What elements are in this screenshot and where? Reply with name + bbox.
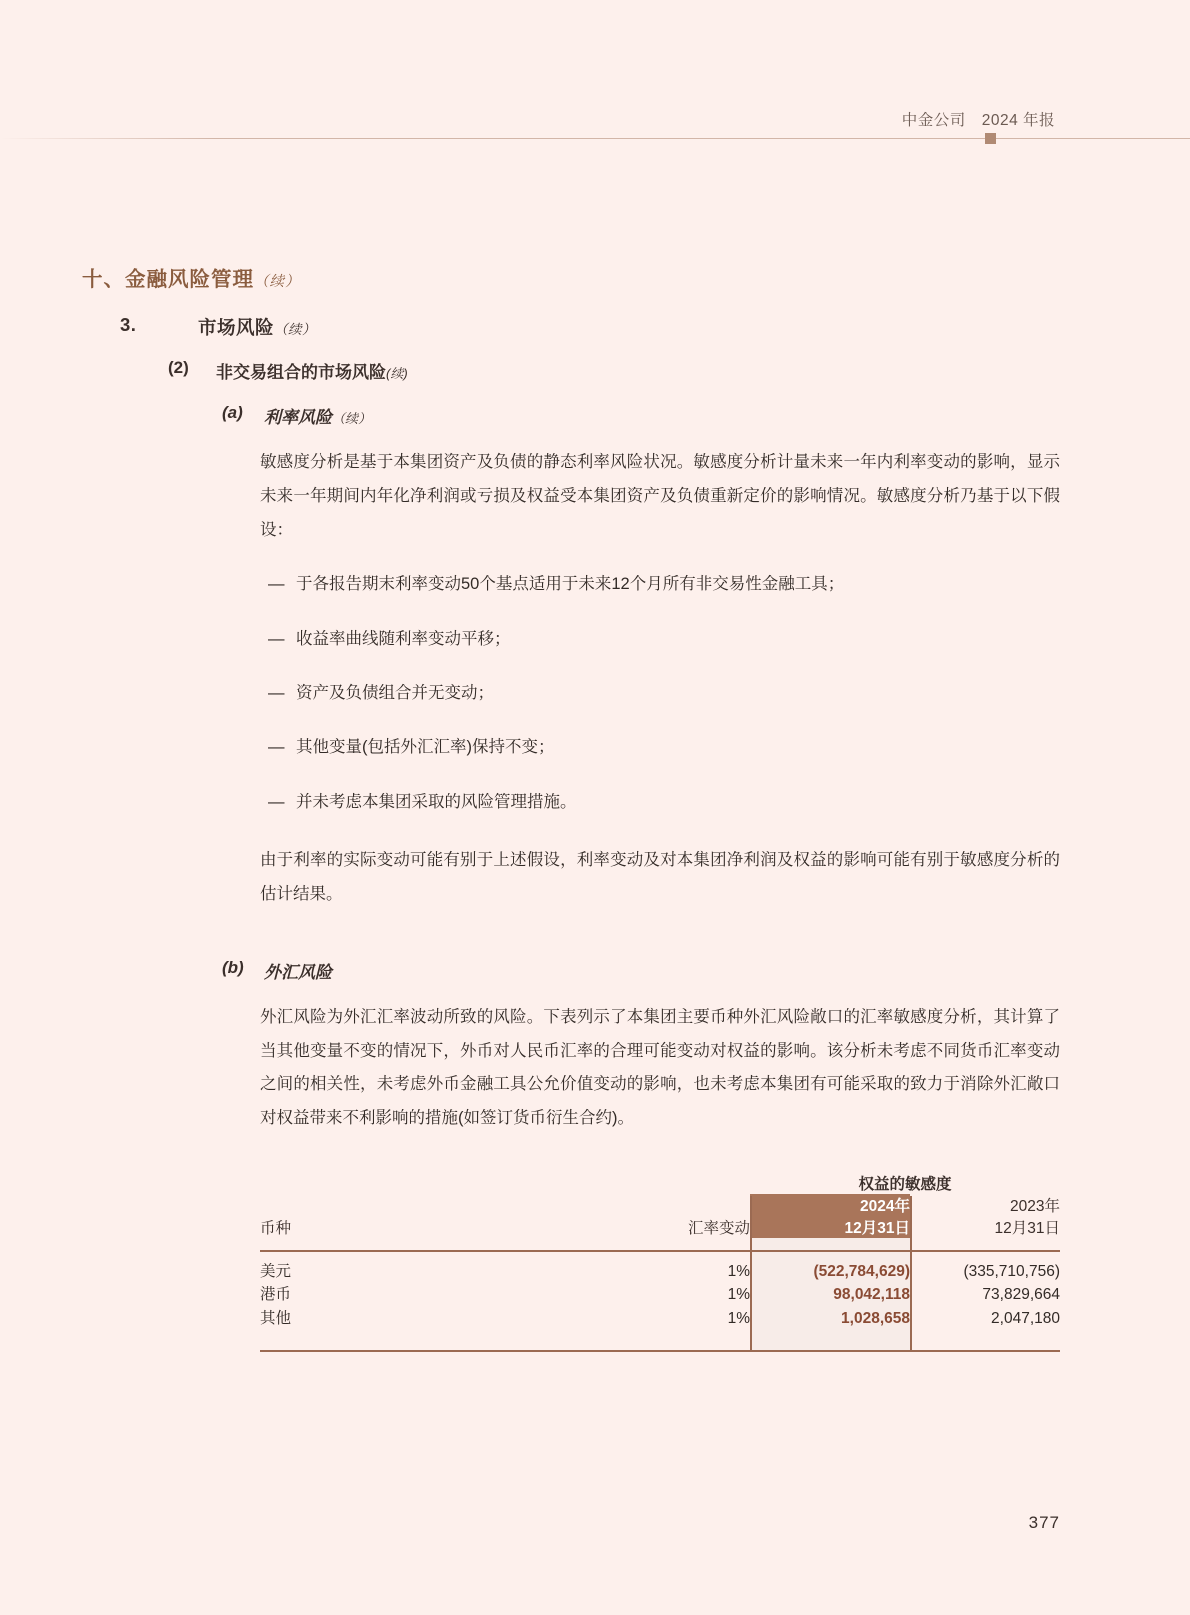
table-top-rule — [260, 1250, 1060, 1252]
cell-rate-change: 1% — [727, 1309, 750, 1327]
cell-2023-value: 73,829,664 — [982, 1286, 1060, 1304]
header-company: 中金公司 — [901, 112, 966, 129]
column-header-2023-date: 12月31日 — [994, 1220, 1060, 1238]
cell-2024-value: 98,042,118 — [750, 1283, 910, 1306]
cell-2023-value: 2,047,180 — [991, 1309, 1060, 1327]
header-square-marker — [985, 133, 996, 144]
subsection-heading-fx-risk — [222, 958, 1190, 983]
section-heading-text: 十、金融风险管理 — [82, 268, 254, 291]
subsection3-title: 非交易组合的市场风险 — [216, 363, 386, 382]
dash-icon: — — [268, 792, 285, 811]
column-header-2023 — [910, 1194, 1060, 1238]
subsection-continued: （续） — [274, 322, 317, 337]
subsection-heading-interest-rate-risk — [222, 403, 1190, 428]
list-item — [268, 787, 1060, 818]
table-band-left-rule — [750, 1196, 752, 1352]
list-item — [268, 624, 1060, 655]
dash-icon: — — [268, 575, 285, 594]
list-item-text: 并未考虑本集团采取的风险管理措施。 — [296, 792, 577, 811]
table-spacer-row — [260, 1330, 1060, 1352]
table-header-row — [260, 1194, 1060, 1238]
paragraph-interest-intro: 敏感度分析是基于本集团资产及负债的静态利率风险状况。敏感度分析计量未来一年内利率变动的影响，显示未来一年期间内年化净利润或亏损及权益受本集团资产及负债重新定价的影响情况。敏感度分析乃基于以下假设： — [260, 453, 1060, 539]
list-item — [268, 732, 1060, 763]
table-span-header: 权益的敏感度 — [858, 1176, 952, 1194]
list-item-text: 其他变量(包括外汇汇率)保持不变； — [296, 738, 555, 757]
subsection-heading-market-risk — [120, 314, 1190, 340]
subsection4b-title: 外汇风险 — [264, 962, 332, 982]
column-header-rate-change: 汇率变动 — [687, 1220, 750, 1238]
subsection-number: 3. — [120, 314, 137, 335]
dash-icon: — — [268, 738, 285, 757]
table-spacer-row — [260, 1238, 1060, 1260]
table-row — [260, 1260, 1060, 1283]
table-row — [260, 1283, 1060, 1306]
header-title — [902, 108, 1055, 130]
paragraph-interest-closing: 由于利率的实际变动可能有别于上述假设，利率变动及对本集团净利润及权益的影响可能有别于敏感度分析的估计结果。 — [260, 851, 1060, 903]
header-divider — [0, 138, 1190, 139]
cell-2024-value: (522,784,629) — [750, 1260, 910, 1283]
page-number: 377 — [1028, 1513, 1060, 1532]
subsection4a-title: 利率风险 — [264, 408, 332, 427]
cell-2023-value: (335,710,756) — [963, 1263, 1060, 1281]
subsection3-number: (2) — [168, 358, 189, 377]
column-header-currency: 币种 — [260, 1220, 292, 1238]
subsection3-continued: (续) — [386, 366, 408, 381]
section-heading-continued: （续） — [254, 274, 301, 290]
list-item-text: 收益率曲线随利率变动平移； — [296, 629, 511, 648]
list-item-text: 于各报告期末利率变动50个基点适用于未来12个月所有非交易性金融工具； — [296, 575, 845, 594]
list-item — [268, 569, 1060, 600]
subsection4a-number: (a) — [222, 403, 243, 422]
list-item — [268, 678, 1060, 709]
page-header — [0, 108, 1190, 148]
fx-sensitivity-table-wrapper — [260, 1172, 1060, 1352]
paragraph-fx-intro: 外汇风险为外汇汇率波动所致的风险。下表列示了本集团主要币种外汇风险敞口的汇率敏感度分析，其计算了当其他变量不变的情况下，外币对人民币汇率的合理可能变动对权益的影响。该分析未考虑不同货币汇率变动之间的相关性，未考虑外币金融工具公允价值变动的影响，也未考虑本集团有可能采取的致力于消除外汇敞口对权益带来不利影响的措施(如签订货币衍生合约)。 — [260, 1007, 1060, 1128]
cell-currency: 美元 — [260, 1263, 292, 1281]
section-heading — [82, 262, 1190, 292]
subsection-heading-non-trading — [168, 358, 1190, 383]
assumption-list — [0, 569, 1190, 818]
subsection4a-continued: （续） — [332, 411, 372, 426]
fx-sensitivity-table — [260, 1172, 1060, 1352]
table-bottom-rule — [260, 1350, 1060, 1352]
table-span-header-row — [260, 1172, 1060, 1194]
table-row — [260, 1307, 1060, 1330]
cell-currency: 其他 — [260, 1309, 292, 1327]
column-header-2024-date: 12月31日 — [844, 1220, 910, 1238]
header-report-year: 2024 年报 — [981, 112, 1055, 129]
page-content — [0, 262, 1190, 1352]
column-header-2024 — [750, 1194, 910, 1238]
list-item-text: 资产及负债组合并无变动； — [296, 684, 494, 703]
subsection4b-number: (b) — [222, 957, 244, 977]
cell-rate-change: 1% — [727, 1286, 750, 1304]
cell-rate-change: 1% — [727, 1263, 750, 1281]
subsection-title: 市场风险 — [198, 317, 275, 338]
cell-2024-value: 1,028,658 — [750, 1307, 910, 1330]
column-header-2023-year: 2023年 — [1010, 1198, 1060, 1216]
cell-currency: 港币 — [260, 1286, 292, 1304]
column-header-2024-year: 2024年 — [860, 1198, 910, 1216]
table-band-right-rule — [910, 1196, 912, 1352]
dash-icon: — — [268, 684, 285, 703]
dash-icon: — — [268, 629, 285, 648]
